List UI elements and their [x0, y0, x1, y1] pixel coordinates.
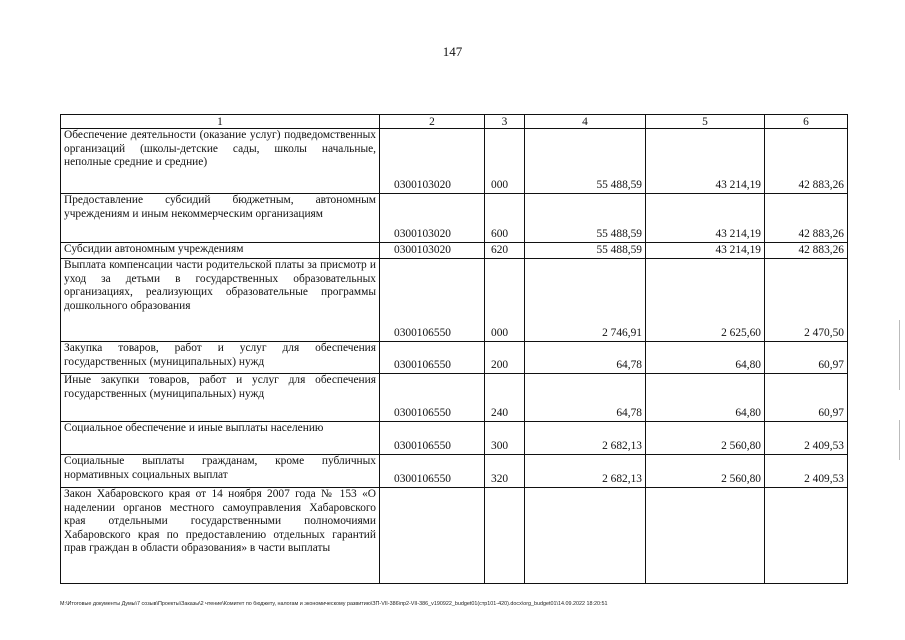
- table-row: [61, 488, 848, 584]
- table-row: [61, 259, 848, 342]
- row-value-2: 2 625,60: [646, 259, 765, 342]
- row-expense-type: 320: [485, 455, 525, 488]
- table-row: [61, 422, 848, 455]
- row-expense-type: 200: [485, 342, 525, 374]
- row-target-code: 0300103020: [380, 194, 485, 243]
- row-value-3: 42 883,26: [765, 243, 848, 259]
- row-target-code: 0300103020: [380, 129, 485, 194]
- row-value-3: 42 883,26: [765, 129, 848, 194]
- row-name: Закупка товаров, работ и услуг для обеспечения государственных (муниципальных) нужд: [61, 342, 380, 374]
- row-name: Предоставление субсидий бюджетным, автономным учреждениям и иным некоммерческим организациям: [61, 194, 380, 243]
- row-name: Выплата компенсации части родительской платы за присмотр и уход за детьми в государственных образовательных организациях, реализующих образовательные программы дошкольного образования: [61, 259, 380, 342]
- row-value-2: 64,80: [646, 374, 765, 422]
- row-name: Социальные выплаты гражданам, кроме публичных нормативных социальных выплат: [61, 455, 380, 488]
- row-name: Субсидии автономным учреждениям: [61, 243, 380, 259]
- column-header: 4: [525, 115, 646, 129]
- row-value-2: 2 560,80: [646, 455, 765, 488]
- row-target-code: 0300106550: [380, 422, 485, 455]
- column-header: 2: [380, 115, 485, 129]
- row-value-1: [525, 488, 646, 584]
- row-target-code: [380, 488, 485, 584]
- column-header: 1: [61, 115, 380, 129]
- row-value-1: 55 488,59: [525, 129, 646, 194]
- row-value-1: 2 682,13: [525, 455, 646, 488]
- table-row: [61, 455, 848, 488]
- row-value-2: 2 560,80: [646, 422, 765, 455]
- row-target-code: 0300106550: [380, 342, 485, 374]
- budget-table: [60, 114, 848, 584]
- row-expense-type: 240: [485, 374, 525, 422]
- row-value-1: 64,78: [525, 374, 646, 422]
- row-target-code: 0300103020: [380, 243, 485, 259]
- page-number: 147: [442, 44, 463, 59]
- row-value-2: 64,80: [646, 342, 765, 374]
- row-value-3: 2 409,53: [765, 455, 848, 488]
- row-name: Иные закупки товаров, работ и услуг для обеспечения государственных (муниципальных) нужд: [61, 374, 380, 422]
- column-header: 6: [765, 115, 848, 129]
- table-row: [61, 342, 848, 374]
- row-name: Социальное обеспечение и иные выплаты населению: [61, 422, 380, 455]
- table-row: [61, 374, 848, 422]
- table-header-row: [61, 115, 848, 129]
- document-file-path: М:\Итоговые документы Думы\7 созыв\Проекты\Заказы\2 чтение\Комитет по бюджету, налогам и экономическому развитию\ЗП-VII-386\пр2-VII-386_v190922_budget01(стр101-420).docx\org_budget01\14.09.2022 18:20:51: [60, 601, 608, 607]
- row-target-code: 0300106550: [380, 374, 485, 422]
- row-target-code: 0300106550: [380, 455, 485, 488]
- row-expense-type: 600: [485, 194, 525, 243]
- row-expense-type: 300: [485, 422, 525, 455]
- scan-margin-mark: [899, 420, 900, 460]
- row-expense-type: [485, 488, 525, 584]
- row-value-2: 43 214,19: [646, 243, 765, 259]
- row-value-2: 43 214,19: [646, 194, 765, 243]
- row-value-2: [646, 488, 765, 584]
- table-row: [61, 129, 848, 194]
- row-expense-type: 000: [485, 259, 525, 342]
- table-row: [61, 243, 848, 259]
- row-value-3: 2 409,53: [765, 422, 848, 455]
- table-row: [61, 194, 848, 243]
- row-value-3: 2 470,50: [765, 259, 848, 342]
- row-value-1: 2 682,13: [525, 422, 646, 455]
- scan-margin-mark: [899, 320, 900, 390]
- row-expense-type: 000: [485, 129, 525, 194]
- row-value-1: 64,78: [525, 342, 646, 374]
- row-value-3: 60,97: [765, 342, 848, 374]
- row-value-3: 42 883,26: [765, 194, 848, 243]
- column-header: 3: [485, 115, 525, 129]
- row-value-3: 60,97: [765, 374, 848, 422]
- row-value-1: 55 488,59: [525, 194, 646, 243]
- row-value-1: 2 746,91: [525, 259, 646, 342]
- row-value-2: 43 214,19: [646, 129, 765, 194]
- row-name: Закон Хабаровского края от 14 ноября 2007 года № 153 «О наделении органов местного самоуправления Хабаровского края отдельными государственными полномочиями Хабаровского края по предоставлению отдельных гарантий прав граждан в области образования» в части выплаты: [61, 488, 380, 584]
- row-value-1: 55 488,59: [525, 243, 646, 259]
- row-value-3: [765, 488, 848, 584]
- row-name: Обеспечение деятельности (оказание услуг) подведомственных организаций (школы-детские сады, школы начальные, неполные средние и средние): [61, 129, 380, 194]
- row-expense-type: 620: [485, 243, 525, 259]
- column-header: 5: [646, 115, 765, 129]
- row-target-code: 0300106550: [380, 259, 485, 342]
